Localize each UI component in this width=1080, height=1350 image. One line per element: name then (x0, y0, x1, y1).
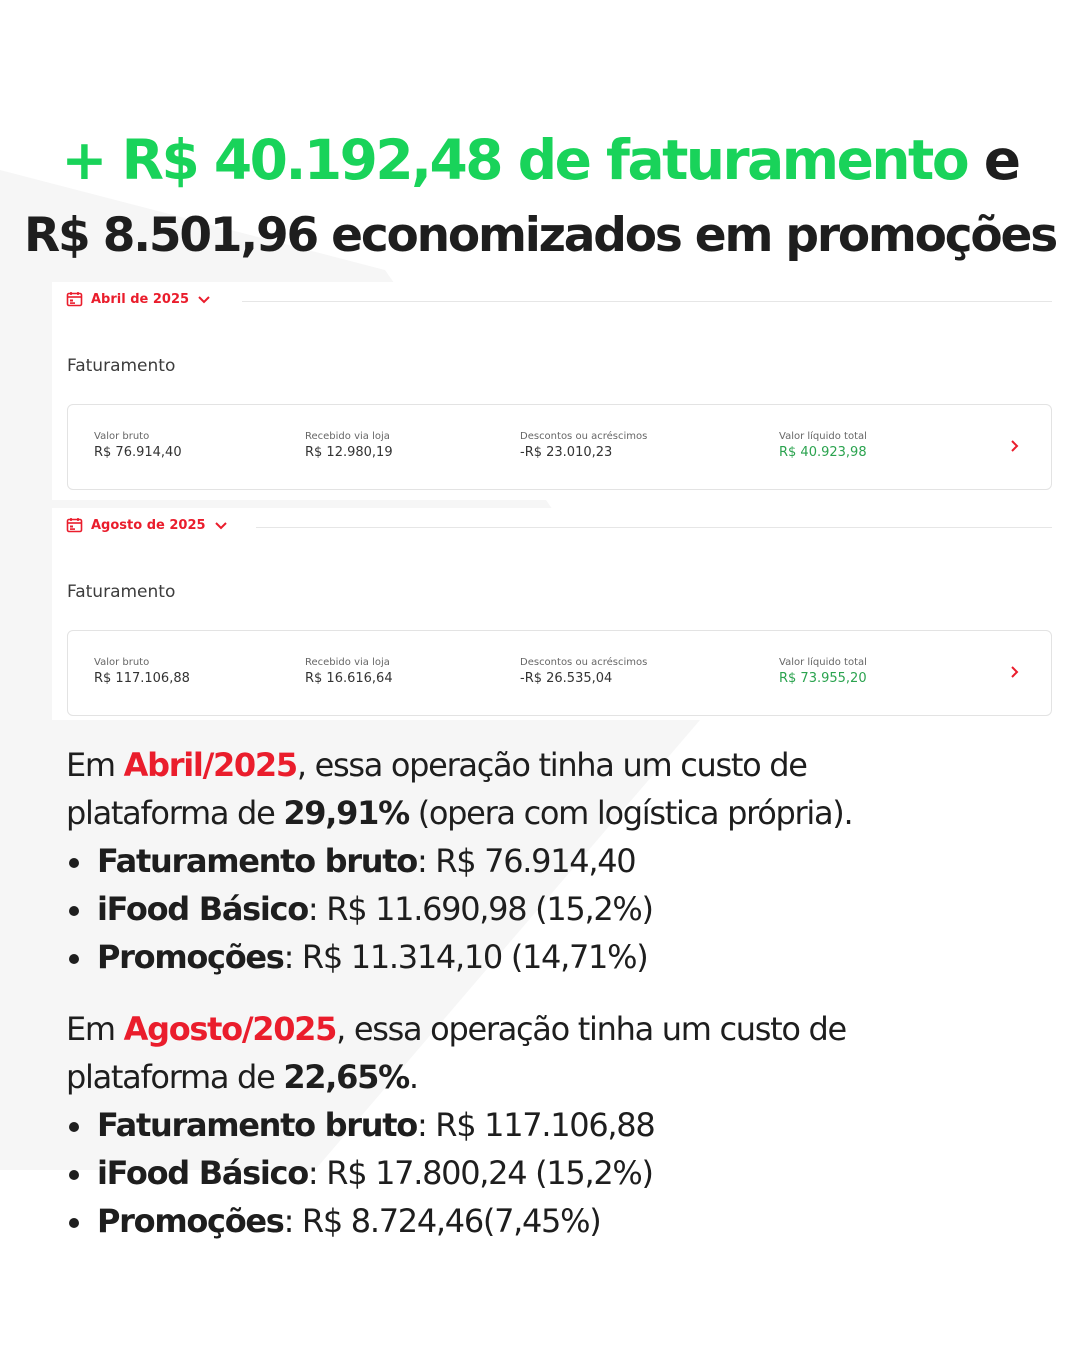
april-bullet-list (66, 837, 1056, 981)
bullet-value: : R$ 8.724,46(7,45%) (283, 1202, 601, 1240)
bullet-label: Faturamento bruto (97, 842, 417, 880)
gross-value-field (94, 657, 190, 686)
bullet-label: iFood Básico (97, 1154, 308, 1192)
headline-revenue: + R$ 40.192,48 de faturamento (61, 128, 968, 192)
headline-connector: e (983, 128, 1019, 192)
august-intro-line-2 (66, 1053, 1056, 1101)
month-label: Agosto de 2025 (91, 517, 206, 533)
calendar-icon (66, 291, 83, 307)
chevron-down-icon (214, 520, 228, 530)
bullet-value: : R$ 11.690,98 (15,2%) (307, 890, 653, 928)
net-label: Valor líquido total (779, 657, 867, 668)
bullet-value: : R$ 17.800,24 (15,2%) (307, 1154, 653, 1192)
bullet-label: Promoções (97, 938, 284, 976)
bullet-label: iFood Básico (97, 890, 308, 928)
calendar-icon (66, 517, 83, 533)
net-total-field (779, 657, 867, 686)
april-month-highlight: Abril/2025 (123, 746, 297, 784)
discounts-label: Descontos ou acréscimos (520, 657, 648, 668)
store-label: Recebido via loja (305, 657, 390, 668)
store-received-field (305, 431, 393, 460)
gross-value-field (94, 431, 182, 460)
month-selector[interactable] (66, 514, 228, 536)
chevron-right-icon[interactable] (1009, 437, 1019, 458)
divider (256, 527, 1052, 528)
headline-line-2: R$ 8.501,96 economizados em promoções (24, 208, 1056, 263)
bullet-value: : R$ 11.314,10 (14,71%) (283, 938, 648, 976)
net-total-field (779, 431, 867, 460)
store-label: Recebido via loja (305, 431, 390, 442)
discounts-field (520, 431, 647, 460)
net-label: Valor líquido total (779, 431, 867, 442)
list-item (66, 837, 1056, 885)
april-intro-line-2 (66, 789, 1056, 837)
august-summary (66, 1005, 1056, 1245)
list-item (66, 1101, 1056, 1149)
gross-value: R$ 76.914,40 (94, 445, 182, 460)
august-bullet-list (66, 1101, 1056, 1245)
bullet-label: Promoções (97, 1202, 284, 1240)
list-item (66, 1149, 1056, 1197)
net-value: R$ 73.955,20 (779, 671, 867, 686)
intro-prefix: Em (66, 746, 124, 784)
discounts-field (520, 657, 647, 686)
bullet-value: : R$ 76.914,40 (416, 842, 636, 880)
revenue-panel-april (52, 282, 1052, 500)
august-month-highlight: Agosto/2025 (123, 1010, 337, 1048)
line2-end: (opera com logística própria). (408, 794, 853, 832)
discounts-value: -R$ 26.535,04 (520, 671, 613, 686)
august-platform-cost: 22,65% (283, 1058, 409, 1096)
revenue-summary-card[interactable] (67, 404, 1052, 490)
intro-rest: , essa operação tinha um custo de (296, 746, 807, 784)
intro-prefix: Em (66, 1010, 124, 1048)
store-value: R$ 16.616,64 (305, 671, 393, 686)
list-item (66, 1197, 1056, 1245)
section-title: Faturamento (67, 582, 176, 602)
revenue-summary-card[interactable] (67, 630, 1052, 716)
august-intro-line-1 (66, 1005, 1056, 1053)
store-received-field (305, 657, 393, 686)
headline-line-1 (0, 128, 1080, 192)
april-intro-line-1 (66, 741, 1056, 789)
section-title: Faturamento (67, 356, 176, 376)
chevron-right-icon[interactable] (1009, 663, 1019, 684)
gross-label: Valor bruto (94, 431, 150, 442)
divider (242, 301, 1052, 302)
bullet-value: : R$ 117.106,88 (416, 1106, 655, 1144)
line2-end: . (408, 1058, 418, 1096)
gross-label: Valor bruto (94, 657, 150, 668)
month-label: Abril de 2025 (91, 291, 190, 307)
discounts-value: -R$ 23.010,23 (520, 445, 613, 460)
line2-start: plataforma de (66, 1058, 284, 1096)
revenue-panel-august (52, 508, 1052, 720)
net-value: R$ 40.923,98 (779, 445, 867, 460)
chevron-down-icon (197, 294, 211, 304)
intro-rest: , essa operação tinha um custo de (336, 1010, 846, 1048)
list-item (66, 933, 1056, 981)
discounts-label: Descontos ou acréscimos (520, 431, 648, 442)
line2-start: plataforma de (66, 794, 284, 832)
april-platform-cost: 29,91% (283, 794, 409, 832)
store-value: R$ 12.980,19 (305, 445, 393, 460)
list-item (66, 885, 1056, 933)
bullet-label: Faturamento bruto (97, 1106, 417, 1144)
gross-value: R$ 117.106,88 (94, 671, 190, 686)
april-summary (66, 741, 1056, 981)
month-selector[interactable] (66, 288, 211, 310)
